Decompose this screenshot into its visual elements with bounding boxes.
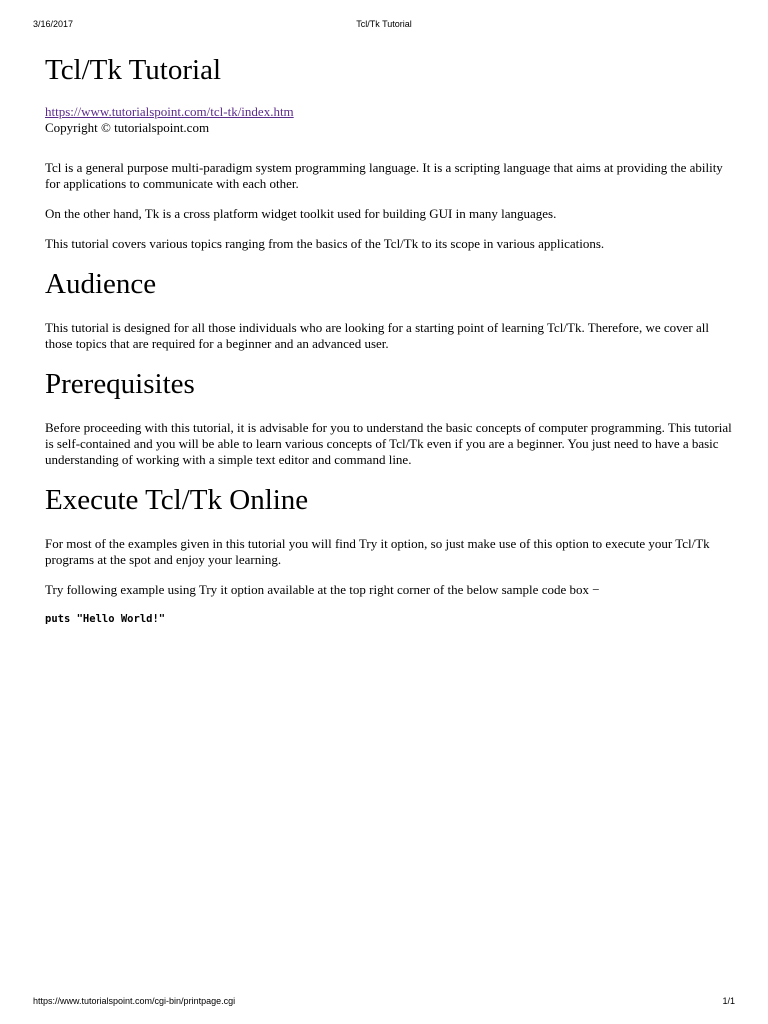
intro-paragraph-3: This tutorial covers various topics ranging from the basics of the Tcl/Tk to its scope in various applications. <box>45 236 605 251</box>
prerequisites-paragraph: Before proceeding with this tutorial, it is advisable for you to understand the basic concepts of computer programming. This tutorial is self-contained and you will be able to learn various concepts of Tcl/Tk even if you are a beginner. You just need to have a basic understanding of working with a simple text editor and command line. <box>45 420 732 467</box>
page-number: 1/1 <box>722 996 735 1006</box>
print-date: 3/16/2017 <box>33 19 74 29</box>
copyright-text: Copyright © tutorialspoint.com <box>45 120 210 135</box>
intro-paragraph-1: Tcl is a general purpose multi-paradigm system programming language. It is a scripting language that aims at providing the ability for applications to communicate with each other. <box>45 160 723 191</box>
section-heading-audience: Audience <box>45 268 157 300</box>
print-page-title: Tcl/Tk Tutorial <box>356 19 412 29</box>
execute-paragraph-1: For most of the examples given in this tutorial you will find Try it option, so just make use of this option to execute your Tcl/Tk programs at the spot and enjoy your learning. <box>45 536 710 567</box>
print-header <box>33 17 735 31</box>
section-heading-prerequisites: Prerequisites <box>45 368 195 400</box>
document-content <box>45 52 735 626</box>
sample-code-box: puts "Hello World!" <box>45 613 166 625</box>
execute-paragraph-2: Try following example using Try it option available at the top right corner of the below sample code box − <box>45 582 600 597</box>
intro-paragraph-2: On the other hand, Tk is a cross platform widget toolkit used for building GUI in many languages. <box>45 206 557 221</box>
document-title: Tcl/Tk Tutorial <box>45 54 222 86</box>
source-link[interactable]: https://www.tutorialspoint.com/tcl-tk/index.htm <box>45 104 294 119</box>
print-footer <box>33 994 735 1008</box>
section-heading-execute-online: Execute Tcl/Tk Online <box>45 484 309 516</box>
audience-paragraph: This tutorial is designed for all those individuals who are looking for a starting point of learning Tcl/Tk. Therefore, we cover all those topics that are required for a beginner and an advanced user. <box>45 320 709 351</box>
print-url: https://www.tutorialspoint.com/cgi-bin/printpage.cgi <box>33 996 236 1006</box>
